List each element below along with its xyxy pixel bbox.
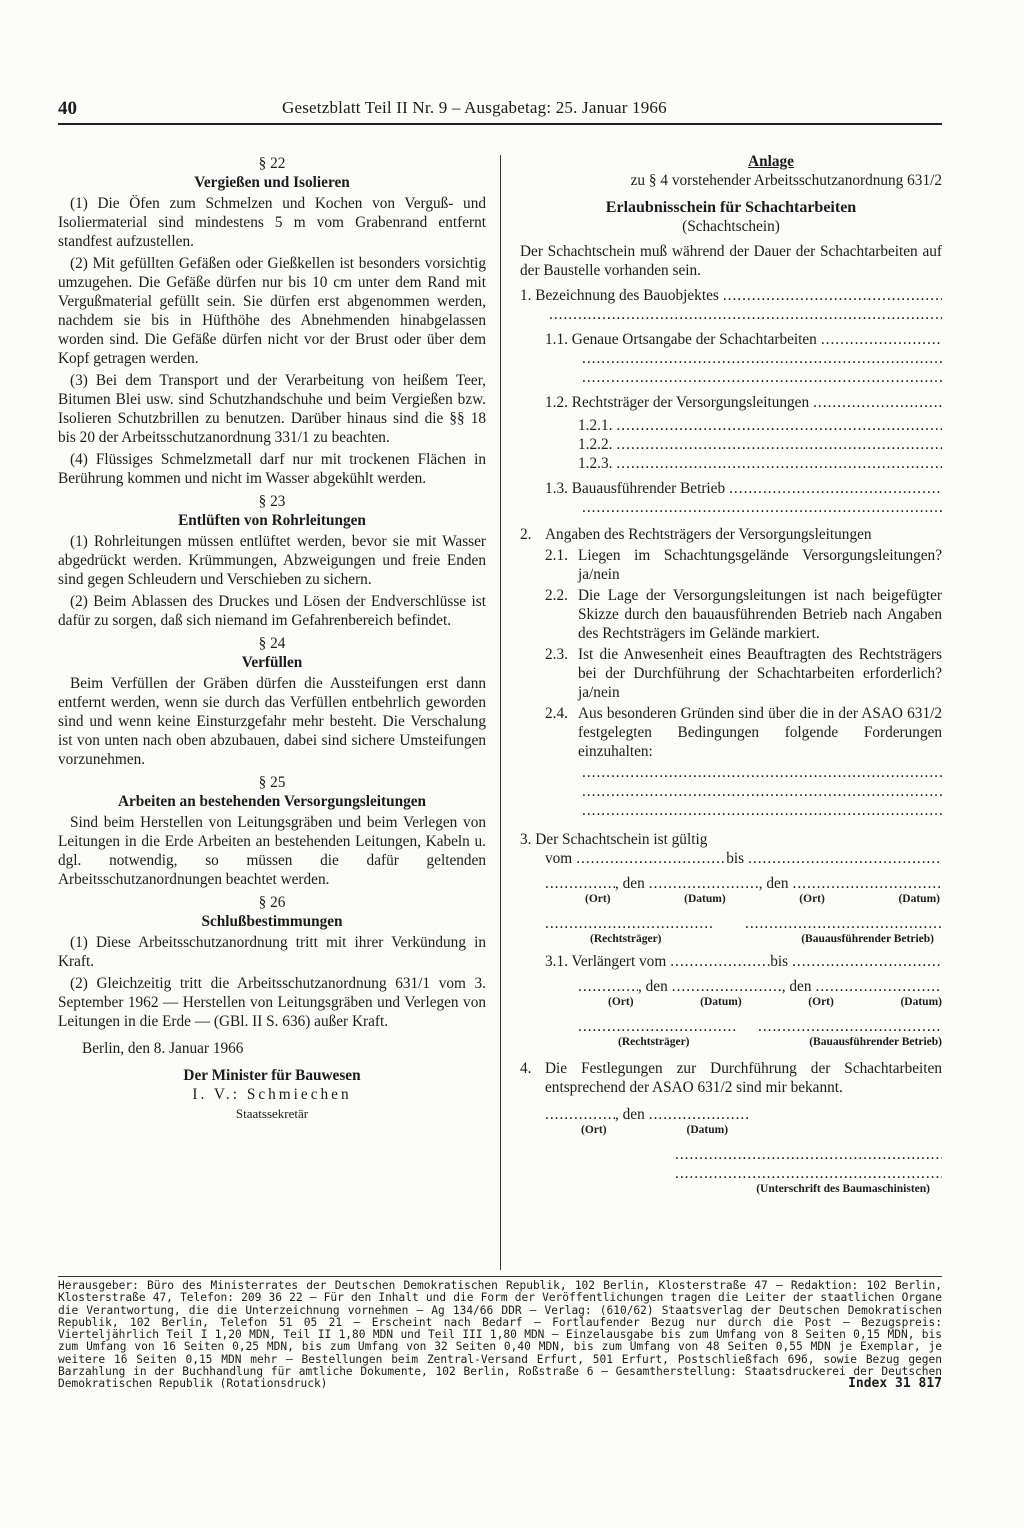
- item-2-3-text: Ist die Anwesenheit eines Beauftragten des Rechtsträgers bei der Durchführung der Schachtarbeiten erforderlich? ja/nein: [578, 646, 942, 701]
- vom-label: vom: [545, 850, 573, 867]
- dotted-line-blank[interactable]: [520, 801, 942, 820]
- dotted-line-blank[interactable]: [520, 368, 942, 387]
- dotted-line: [576, 849, 726, 868]
- item-2-4-number: 2.4.: [545, 705, 568, 722]
- dotted-line: [582, 368, 942, 387]
- field-ortsangabe[interactable]: [520, 330, 942, 349]
- section-23-paragraph-2: (2) Beim Ablassen des Druckes und Lösen der Endverschlüsse ist dafür zu sorgen, daß sich niemand im Gefahrenbereich befindet.: [58, 593, 486, 629]
- den-label-4: , den: [781, 978, 812, 995]
- column-divider: [500, 155, 501, 1270]
- field-rechtstraeger-1[interactable]: [520, 416, 942, 435]
- dotted-line: [649, 874, 759, 893]
- dotted-line: [545, 874, 615, 893]
- dotted-line: [670, 952, 770, 971]
- field-signatures-2[interactable]: [520, 1017, 942, 1036]
- dotted-line: [578, 977, 638, 996]
- caption-row-2: [520, 933, 942, 946]
- field-unterschrift[interactable]: [520, 1145, 942, 1164]
- section-24-title: Verfüllen: [241, 654, 303, 671]
- dotted-line: [582, 498, 942, 517]
- item-2-1-text: Liegen im Schachtungsgelände Versorgungsleitungen? ja/nein: [578, 547, 942, 583]
- caption-datum-4: (Datum): [900, 996, 942, 1008]
- dotted-line: [748, 849, 942, 868]
- den-label: , den: [615, 875, 645, 892]
- signature-name: I. V.: Schmiechen: [192, 1086, 352, 1103]
- caption-unterschrift: (Unterschrift des Baumaschinisten): [756, 1183, 930, 1195]
- field-bauobjekt[interactable]: [520, 286, 942, 305]
- dotted-line: [729, 479, 942, 498]
- caption-datum: (Datum): [684, 893, 726, 905]
- dotted-line-blank[interactable]: [520, 782, 942, 801]
- field-ort-datum-row[interactable]: [520, 874, 942, 893]
- caption-datum-5: (Datum): [686, 1124, 729, 1136]
- dotted-line: [723, 286, 942, 305]
- section-25-title: Arbeiten an bestehenden Versorgungsleitungen: [117, 793, 427, 810]
- dotted-line: [816, 977, 943, 996]
- section-26-number: § 26: [258, 894, 286, 911]
- section-23-title: Entlüften von Rohrleitungen: [178, 512, 366, 529]
- header-rule: [58, 123, 942, 125]
- item-2-2-text: Die Lage der Versorgungsleitungen ist nach beigefügter Skizze durch den bauausführenden Betrieb nach Angaben des Rechtsträgers im Gelände markiert.: [578, 587, 942, 642]
- item-2-2-number: 2.2.: [545, 587, 568, 604]
- caption-ort-3: (Ort): [608, 996, 634, 1008]
- field-rechtstraeger-label: 1.2. Rechtsträger der Versorgungsleitungen: [545, 394, 810, 411]
- gazette-header-title: Gesetzblatt Teil II Nr. 9 – Ausgabetag: 25. Januar 1966: [282, 98, 667, 117]
- field-rechtstraeger-2[interactable]: [520, 435, 942, 454]
- verlaengert-label: 3.1. Verlängert vom: [545, 953, 667, 970]
- item-2: [520, 525, 942, 544]
- permit-intro: Der Schachtschein muß während der Dauer der Schachtarbeiten auf der Baustelle vorhanden sein.: [520, 243, 942, 279]
- item-2-2: [520, 586, 942, 643]
- section-22-number: § 22: [258, 155, 286, 172]
- dotted-line: [545, 1105, 615, 1124]
- caption-row-1: [520, 893, 942, 906]
- field-gueltig-vom-bis[interactable]: [520, 849, 942, 868]
- caption-ort-5: (Ort): [581, 1124, 607, 1136]
- section-23-paragraph-1: (1) Rohrleitungen müssen entlüftet werden, bevor sie mit Wasser abgedrückt werden. Krümmungen, Abzweigungen und freie Enden sind gegen Schleudern und Verschieben zu sichern.: [58, 533, 486, 588]
- dotted-line: [578, 1017, 738, 1036]
- section-25-paragraph-1: Sind beim Herstellen von Leitungsgräben und beim Verlegen von Leitungen in die Erde Arbeiten an bestehenden Leitungen, Kabeln u. dgl. notwendig, so müssen die dafür geltenden Arbeitsschutzanordnungen beachtet werden.: [58, 814, 486, 888]
- den-label-2: , den: [758, 875, 789, 892]
- item-4-text: Die Festlegungen zur Durchführung der Schachtarbeiten entsprechend der ASAO 631/2 sind mir bekannt.: [545, 1060, 942, 1096]
- right-column: [520, 152, 942, 1196]
- section-22-title: Vergießen und Isolieren: [194, 174, 350, 191]
- caption-betrieb-2: (Bauausführender Betrieb): [809, 1036, 942, 1048]
- caption-row-6: [520, 1183, 942, 1196]
- field-ort-datum-row-3[interactable]: [520, 1105, 942, 1124]
- dotted-line: [745, 914, 942, 933]
- field-bauobjekt-label: 1. Bezeichnung des Bauobjektes: [520, 287, 719, 304]
- index-number: Index 31 817: [848, 1376, 942, 1392]
- caption-ort: (Ort): [585, 893, 611, 905]
- section-25-number: § 25: [258, 774, 286, 791]
- item-2-4: [520, 704, 942, 761]
- dotted-line: [545, 914, 715, 933]
- dotted-line: [582, 801, 942, 820]
- annex-reference: zu § 4 vorstehender Arbeitsschutzanordnung 631/2: [630, 172, 942, 189]
- dotted-line: [675, 1164, 942, 1183]
- field-betrieb-label: 1.3. Bauausführender Betrieb: [545, 480, 726, 497]
- dotted-line-blank[interactable]: [520, 1164, 942, 1183]
- item-4: [520, 1059, 942, 1097]
- dotted-line-blank[interactable]: [520, 305, 942, 324]
- item-2-text: Angaben des Rechtsträgers der Versorgungsleitungen: [545, 526, 872, 543]
- section-24-paragraph-1: Beim Verfüllen der Gräben dürfen die Aussteifungen erst dann entfernt werden, wenn sie durch das Verfüllen entbehrlich geworden sind und wenn keine Einsturzgefahr mehr besteht. Die Verschalung ist von unten nach oben abzubauen, dabei sind sichere Umsteifungen vorzunehmen.: [58, 675, 486, 768]
- field-rechtstraeger-3-label: 1.2.3.: [578, 455, 613, 472]
- imprint-footer: [58, 1280, 942, 1391]
- caption-datum-3: (Datum): [700, 996, 742, 1008]
- signature-organization: Der Minister für Bauwesen: [183, 1067, 361, 1084]
- section-26-title: Schlußbestimmungen: [201, 913, 343, 930]
- permit-title: Erlaubnisschein für Schachtarbeiten: [605, 199, 857, 216]
- field-signatures-1[interactable]: [520, 914, 942, 933]
- bis-label: bis: [726, 850, 745, 867]
- field-ortsangabe-label: 1.1. Genaue Ortsangabe der Schachtarbeiten: [545, 331, 817, 348]
- bis-label-2: bis: [770, 953, 789, 970]
- dotted-line: [582, 763, 942, 782]
- item-2-1: [520, 546, 942, 584]
- dotted-line: [582, 349, 942, 368]
- dotted-line: [758, 1017, 942, 1036]
- permit-subtitle: (Schachtschein): [682, 218, 780, 235]
- caption-row-3: [520, 996, 942, 1009]
- den-label-5: , den: [615, 1106, 645, 1123]
- caption-rechtstraeger-2: (Rechtsträger): [618, 1036, 690, 1048]
- dotted-line: [616, 454, 942, 473]
- field-rechtstraeger[interactable]: [520, 393, 942, 412]
- caption-ort-2: (Ort): [799, 893, 825, 905]
- item-2-number: 2.: [520, 526, 532, 543]
- item-2-4-text: Aus besonderen Gründen sind über die in der ASAO 631/2 festgelegten Bedingungen folgende Forderungen einzuhalten:: [578, 705, 942, 760]
- field-rechtstraeger-2-label: 1.2.2.: [578, 436, 613, 453]
- section-22-paragraph-1: (1) Die Öfen zum Schmelzen und Kochen von Verguß- und Isoliermaterial sind mindestens 5 m vom Grabenrand entfernt standfest aufzustellen.: [58, 195, 486, 250]
- caption-betrieb: (Bauausführender Betrieb): [801, 933, 934, 945]
- annex-heading: Anlage: [748, 153, 794, 170]
- section-26-paragraph-1: (1) Diese Arbeitsschutzanordnung tritt mit ihrer Verkündung in Kraft.: [58, 934, 486, 970]
- section-26-paragraph-2: (2) Gleichzeitig tritt die Arbeitsschutzanordnung 631/1 vom 3. September 1962 — Herstellen von Leitungsgräben und Verlegen von Leitungen in die Erde — (GBl. II S. 636) außer Kraft.: [58, 975, 486, 1030]
- caption-row-5: [520, 1124, 942, 1137]
- left-column: [58, 150, 486, 1123]
- imprint-text: Herausgeber: Büro des Ministerrates der Deutschen Demokratischen Republik, 102 Berlin, Klosterstraße 47 — Redaktion: 102 Berlin, Klosterstraße 47, Telefon: 209 36 22 — Für den Inhalt und die Form der Veröffentlichungen tragen die Leiter der staatlichen Organe die Verantwortung, die die Unterzeichnung vornehmen — Ag 134/66 DDR — Verlag: (610/62) Staatsverlag der Deutschen Demokratischen Republik, 102 Berlin, Telefon 51 05 21 — Erscheint nach Bedarf — Fortlaufender Bezug nur durch die Post — Bezugspreis: Vierteljährlich Teil I 1,20 MDN, Teil II 1,80 MDN und Teil III 1,80 MDN — Einzelausgabe bis zum Umfang von 8 Seiten 0,15 MDN, bis zum Umfang von 16 Seiten 0,25 MDN, bis zum Umfang von 32 Seiten 0,40 MDN, bis zum Umfang von 48 Seiten 0,55 MDN je Exemplar, je weitere 16 Seiten 0,15 MDN mehr — Bestellungen beim Zentral-Versand Erfurt, 501 Erfurt, Postschließfach 696, sowie Bezug gegen Barzahlung in der Buchhandlung für amtliche Dokumente, 102 Berlin, Roßstraße 6 — Gesamtherstellung: Staatsdruckerei der Deutschen Demokratischen Republik (Rotationsdruck): [58, 1279, 942, 1391]
- signature-date: Berlin, den 8. Januar 1966: [82, 1040, 244, 1057]
- dotted-line: [675, 1145, 942, 1164]
- section-22-paragraph-3: (3) Bei dem Transport und der Verarbeitung von heißem Teer, Bitumen Blei usw. sind Schutzhandschuhe und beim Vergießen bzw. Isolieren Schutzbrillen zu benutzen. Darüber hinaus sind die §§ 18 bis 20 der Arbeitsschutzanordnung 331/1 zu beachten.: [58, 372, 486, 446]
- field-ort-datum-row-2[interactable]: [520, 977, 942, 996]
- field-betrieb[interactable]: [520, 479, 942, 498]
- section-23-number: § 23: [258, 493, 286, 510]
- caption-ort-4: (Ort): [808, 996, 834, 1008]
- page-number: 40: [58, 98, 77, 119]
- caption-row-4: [520, 1036, 942, 1049]
- dotted-line: [792, 952, 942, 971]
- item-2-3-number: 2.3.: [545, 646, 568, 663]
- section-22-paragraph-2: (2) Mit gefüllten Gefäßen oder Gießkellen ist besonders vorsichtig umzugehen. Die Gefäße dürfen nur bis 10 cm unter dem Rand mit Vergußmaterial gefüllt sein. Sie dürfen erst abgenommen werden, nachdem sie bis in Hüfthöhe des Abnehmenden hinabgelassen worden sind. Die Gefäße dürfen nicht vor der Brust oder über dem Kopf getragen werden.: [58, 255, 486, 367]
- section-24-number: § 24: [258, 635, 286, 652]
- dotted-line-blank[interactable]: [520, 349, 942, 368]
- field-rechtstraeger-1-label: 1.2.1.: [578, 417, 613, 434]
- dotted-line: [549, 305, 942, 324]
- item-3-text: 3. Der Schachtschein ist gültig: [520, 831, 708, 848]
- dotted-line-blank[interactable]: [520, 763, 942, 782]
- signature-role: Staatssekretär: [235, 1106, 309, 1121]
- item-2-1-number: 2.1.: [545, 547, 568, 564]
- field-verlaengert[interactable]: [520, 952, 942, 971]
- dotted-line: [813, 393, 942, 412]
- dotted-line: [616, 435, 942, 454]
- dotted-line-blank[interactable]: [520, 498, 942, 517]
- item-3: [520, 830, 942, 849]
- dotted-line: [649, 1105, 749, 1124]
- den-label-3: , den: [638, 978, 668, 995]
- dotted-line: [616, 416, 942, 435]
- dotted-line: [821, 330, 942, 349]
- dotted-line: [582, 782, 942, 801]
- caption-rechtstraeger: (Rechtsträger): [590, 933, 662, 945]
- dotted-line: [793, 874, 943, 893]
- item-2-3: [520, 645, 942, 702]
- caption-datum-2: (Datum): [898, 893, 940, 905]
- section-22-paragraph-4: (4) Flüssiges Schmelzmetall darf nur mit trockenen Flächen in Berührung kommen und nicht im Wasser abgekühlt werden.: [58, 451, 486, 487]
- footer-rule: [58, 1276, 942, 1277]
- item-4-number: 4.: [520, 1060, 532, 1077]
- field-rechtstraeger-3[interactable]: [520, 454, 942, 473]
- dotted-line: [672, 977, 782, 996]
